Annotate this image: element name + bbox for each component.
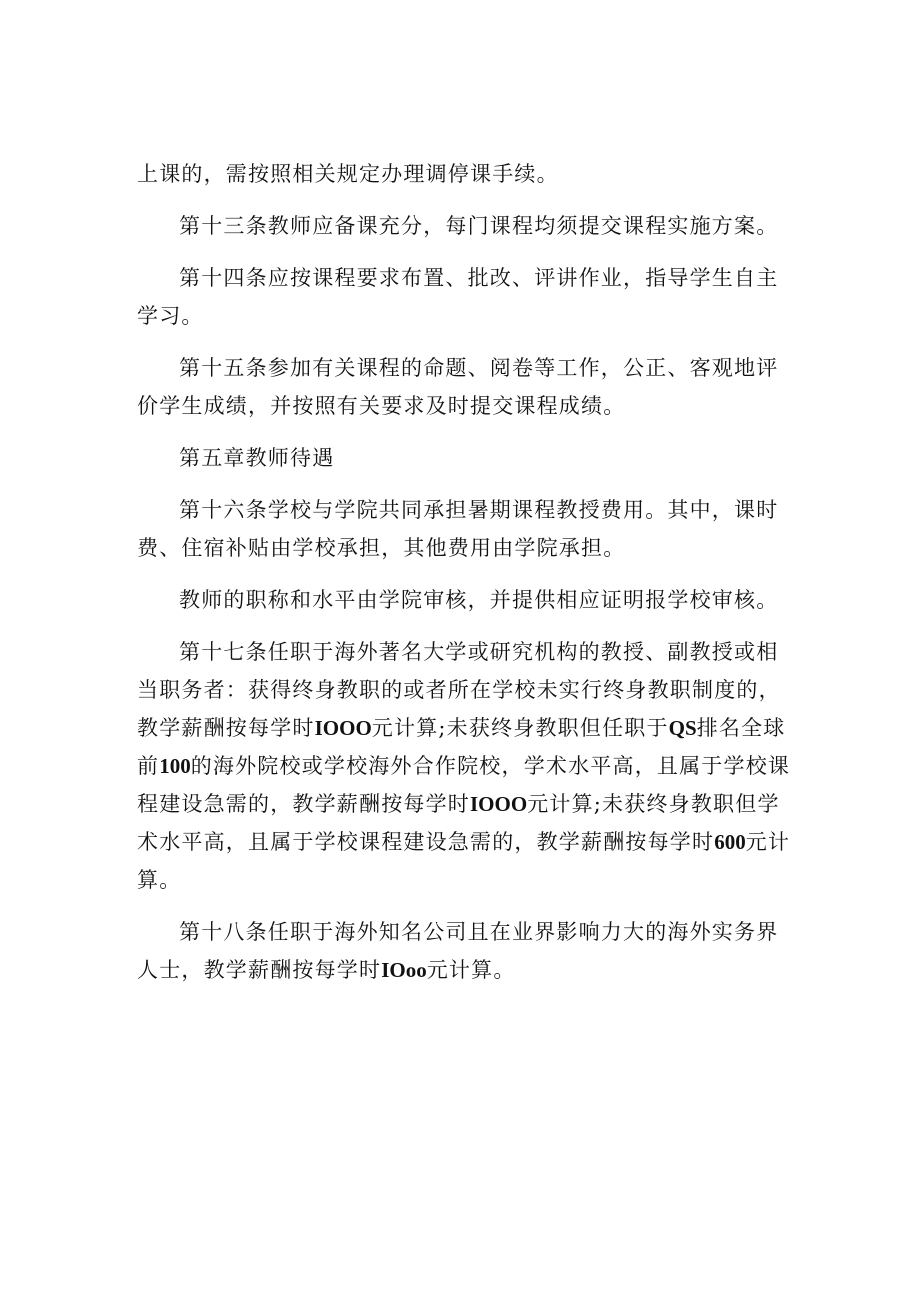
paragraph-continuation: 上课的，需按照相关规定办理调停课手续。 [137,162,559,186]
article-17-amount-2: IOOO [470,792,528,816]
article-14: 第十四条应按课程要求布置、批改、评讲作业，指导学生自主学习。 [137,266,779,328]
article-17-text-2: 元计算;未获终身教职但任职于 [371,716,669,740]
article-15: 第十五条参加有关课程的命题、阅卷等工作，公正、客观地评价学生成绩，并按照有关要求及时提交课程成绩。 [137,356,779,418]
article-18-text-1: 第十八条任职于海外知名公司且在业界影响力大的海外实务界人士，教学薪酬按每学时 [137,920,779,982]
document-body [137,155,797,1003]
article-16-note: 教师的职称和水平由学院审核，并提供相应证明报学校审核。 [179,588,779,612]
article-17 [137,633,797,899]
article-17-text-4: 的海外院校或学校海外合作院校，学术水平高，且属于学校课程建设急需的，教学薪酬按每学时 [137,754,791,816]
chapter-5-heading: 第五章教师待遇 [179,446,335,470]
article-18 [137,913,797,989]
article-17-text-6: 元计算。 [137,830,791,892]
article-17-qs: QS [668,716,697,740]
article-16: 第十六条学校与学院共同承担暑期课程教授费用。其中，课时费、住宿补贴由学校承担，其他费用由学院承担。 [137,498,779,560]
article-17-text-1: 第十七条任职于海外著名大学或研究机构的教授、副教授或相当职务者：获得终身教职的或者所在学校未实行终身教职制度的，教学薪酬按每学时 [137,640,781,740]
article-13: 第十三条教师应备课充分，每门课程均须提交课程实施方案。 [179,214,779,238]
article-18-text-2: 元计算。 [426,958,516,982]
article-17-text-5: 元计算;未获终身教职但学术水平高，且属于学校课程建设急需的，教学薪酬按每学时 [137,792,780,854]
article-17-amount-3: 600 [714,830,746,854]
article-17-amount-1: IOOO [314,716,372,740]
article-17-rank: 100 [159,754,191,778]
article-17-text-3: 排名全球前 [137,716,786,778]
article-18-amount: IOoo [381,958,427,982]
